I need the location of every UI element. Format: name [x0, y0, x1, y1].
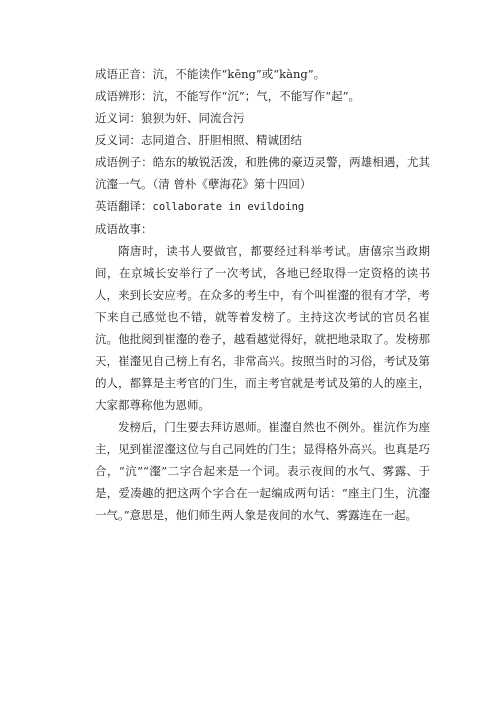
story-paragraph-1: 隋唐时，读书人要做官，都要经过科举考试。唐僖宗当政期间，在京城长安举行了一次考试，各地已经取得一定资格的读书人，来到长安应考。在众多的考生中，有个叫崔瀣的很有才学，考下来自己感觉也不错，就等着发榜了。主持这次考试的官员名崔沆。他批阅到崔瀣的卷子，越看越觉得好，就把地录取了。发榜那天，崔瀣见自己榜上有名，非常高兴。按照当时的习俗，考试及第的人，都算是主考官的门生，而主考官就是考试及第的人的座主，大家都尊称他为恩师。 — [95, 244, 430, 412]
english-label: 英语翻译： — [95, 199, 153, 213]
story-heading: 成语故事： — [95, 222, 153, 236]
antonyms-line: 反义词：志同道合、肝胆相照、精诚团结 — [95, 133, 302, 147]
pronunciation-line: 成语正音：沆，不能读作“kēng”或“kàng”。 — [95, 67, 326, 81]
document-body — [95, 63, 430, 526]
distinction-line: 成语辨形：沆，不能写作“沉”；气，不能写作“起”。 — [95, 89, 361, 103]
example-paragraph: 成语例子：皓东的敏锐活泼，和胜佛的豪迈灵警，两雄相遇，尤其沆瀣一气。（清 曾朴《孽海花》第十四回） — [95, 155, 430, 191]
synonyms-line: 近义词：狼狈为奸、同流合污 — [95, 111, 245, 125]
english-value: collaborate in evildoing — [152, 201, 305, 213]
story-paragraph-2: 发榜后，门生要去拜访恩师。崔瀣自然也不例外。崔沆作为座主，见到崔涩瀣这位与自己同姓的门生；显得格外高兴。也真是巧合，“沆”“瀣”二字合起来是一个词。表示夜间的水气、雾露、于是，爱凑趣的把这两个字合在一起编成两句话：“座主门生，沆瀣一气。”意思是，他们师生两人象是夜间的水气、雾露连在一起。 — [95, 420, 430, 522]
english-translation-line — [95, 195, 430, 218]
